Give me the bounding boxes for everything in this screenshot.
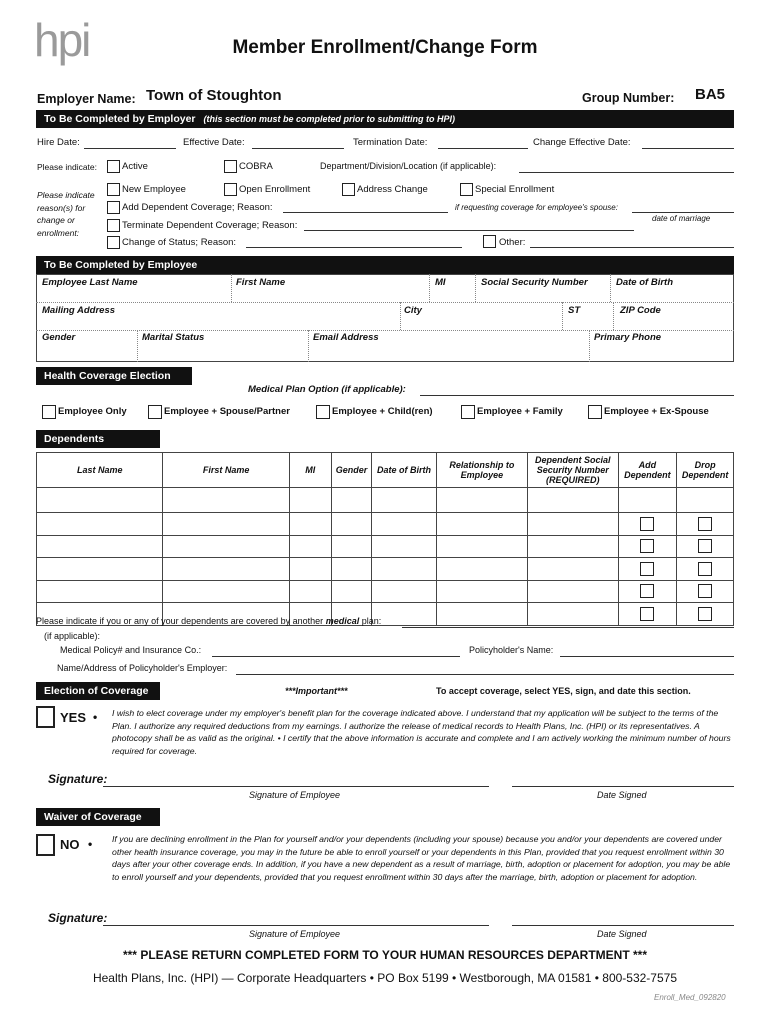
employer-section-bar: To Be Completed by Employer (this section must be completed prior to submitting to HPI) xyxy=(36,110,734,128)
spouse-note: if requesting coverage for employee's spouse: xyxy=(455,203,618,212)
ssn-field[interactable]: Social Security Number xyxy=(481,277,588,288)
waiver-text: If you are declining enrollment in the Plan for yourself and/or your dependents (including your spouse) because you and/or your dependents are covered under other health insurance coverage, you may in the future be able to enroll yourself or your dependents in this Plan, provided that you request enrollment within 30 days after your other coverage ends. In addition, if you have a new dependent as a result of marriage, birth, adoption or placement for adoption, you may be able to enroll yourself and your dependents, provided that you request enrollment within 30 days after the marriage, birth, adoption or placement for adoption. xyxy=(112,834,731,882)
department-field[interactable] xyxy=(519,172,734,173)
grid-divider xyxy=(610,274,611,302)
dependent-cell[interactable] xyxy=(528,513,618,536)
col-last-name: Last Name xyxy=(37,453,163,488)
policyholder-employer-field[interactable] xyxy=(236,674,734,675)
department-label: Department/Division/Location (if applicable): xyxy=(320,161,497,171)
mailing-address-field[interactable]: Mailing Address xyxy=(42,305,116,316)
dependent-cell[interactable] xyxy=(436,535,527,558)
dependent-cell[interactable] xyxy=(436,580,527,603)
dependent-cell[interactable] xyxy=(289,488,331,513)
cobra-checkbox[interactable] xyxy=(224,160,237,173)
col-add-dependent: Add Dependent xyxy=(618,453,677,488)
drop-dependent-checkbox[interactable] xyxy=(698,517,712,531)
election-text: I wish to elect coverage under my employer's benefit plan for the coverage indicated above. I understand that my application will be subject to the terms of the Plan. I authorize any required deductions from my earnings. I authorize the release of medical records to Health Plans, Inc. (HPI) or its representatives. A photocopy shall be as valid as the original. • I certify that the above information is accurate and complete and I am actively working the minimum number of hours required for coverage. xyxy=(112,708,731,756)
dependent-cell[interactable] xyxy=(289,580,331,603)
waiver-sig-caption: Signature of Employee xyxy=(249,929,341,939)
dependent-cell[interactable] xyxy=(677,580,734,603)
dependent-cell[interactable] xyxy=(528,580,618,603)
terminate-dependent-label: Terminate Dependent Coverage; Reason: xyxy=(122,220,298,231)
policy-field[interactable] xyxy=(212,656,460,657)
mi-field[interactable]: MI xyxy=(435,277,446,288)
col-first-name: First Name xyxy=(163,453,289,488)
dependent-cell[interactable] xyxy=(289,558,331,581)
medical-plan-field[interactable] xyxy=(420,395,734,396)
effective-date-label: Effective Date: xyxy=(183,137,245,148)
active-checkbox[interactable] xyxy=(107,160,120,173)
cobra-label: COBRA xyxy=(239,161,273,172)
open-enrollment-label: Open Enrollment xyxy=(239,184,311,195)
add-dependent-checkbox[interactable] xyxy=(640,584,654,598)
dependent-cell[interactable] xyxy=(677,603,734,626)
effective-date-field[interactable] xyxy=(252,148,344,149)
dependent-cell[interactable] xyxy=(677,513,734,536)
no-checkbox[interactable] xyxy=(36,834,55,856)
dependents-bar: Dependents xyxy=(36,430,160,448)
grid-divider xyxy=(589,330,590,362)
grid-divider xyxy=(475,274,476,302)
change-status-label: Change of Status; Reason: xyxy=(122,237,237,248)
grid-divider xyxy=(562,302,563,330)
dependent-cell[interactable] xyxy=(289,535,331,558)
dependent-cell[interactable] xyxy=(331,558,372,581)
employer-name-label: Employer Name: xyxy=(37,92,136,106)
employee-family-label: Employee + Family xyxy=(477,406,563,417)
grid-divider xyxy=(308,330,309,362)
col-dob: Date of Birth xyxy=(372,453,436,488)
change-effective-date-field[interactable] xyxy=(642,148,734,149)
if-applicable-label: (if applicable): xyxy=(44,631,101,641)
dependent-cell[interactable] xyxy=(436,558,527,581)
grid-divider xyxy=(231,274,232,302)
address-change-checkbox[interactable] xyxy=(342,183,355,196)
drop-dependent-checkbox[interactable] xyxy=(698,539,712,553)
dob-field[interactable]: Date of Birth xyxy=(616,277,673,288)
employee-section-bar: To Be Completed by Employee xyxy=(36,256,734,274)
footer-address: Health Plans, Inc. (HPI) — Corporate Headquarters • PO Box 5199 • Westborough, MA 01581 • 800-532-7575 xyxy=(92,971,678,985)
election-date-field[interactable] xyxy=(512,786,734,787)
open-enrollment-checkbox[interactable] xyxy=(224,183,237,196)
dependent-cell[interactable] xyxy=(372,603,436,626)
dependent-cell[interactable] xyxy=(37,580,163,603)
hire-date-label: Hire Date: xyxy=(37,137,80,148)
yes-label: YES xyxy=(60,710,87,725)
grid-divider xyxy=(36,302,734,303)
dependent-cell[interactable] xyxy=(163,488,289,513)
employee-last-name-field[interactable]: Employee Last Name xyxy=(42,277,138,288)
dependent-cell[interactable] xyxy=(372,580,436,603)
dependent-cell[interactable] xyxy=(331,535,372,558)
dependent-cell[interactable] xyxy=(436,513,527,536)
grid-divider xyxy=(429,274,430,302)
other-label: Other: xyxy=(499,237,526,248)
election-date-caption: Date Signed xyxy=(597,790,647,800)
medical-plan-label: Medical Plan Option (if applicable): xyxy=(248,384,406,395)
election-sig-caption: Signature of Employee xyxy=(249,790,341,800)
add-dependent-checkbox[interactable] xyxy=(640,562,654,576)
first-name-field[interactable]: First Name xyxy=(236,277,286,288)
add-dependent-label: Add Dependent Coverage; Reason: xyxy=(122,202,273,213)
dependent-cell[interactable] xyxy=(618,603,677,626)
drop-dependent-checkbox[interactable] xyxy=(698,607,712,621)
change-status-checkbox[interactable] xyxy=(107,236,120,249)
dependent-row xyxy=(37,535,734,558)
health-coverage-bar: Health Coverage Election xyxy=(36,367,192,385)
email-field[interactable]: Email Address xyxy=(313,332,379,343)
dependent-cell[interactable] xyxy=(163,558,289,581)
dependent-cell[interactable] xyxy=(436,488,527,513)
dependent-cell[interactable] xyxy=(618,513,677,536)
please-indicate-label: Please indicate: xyxy=(37,162,98,172)
termination-date-label: Termination Date: xyxy=(353,137,428,148)
employee-ex-spouse-checkbox[interactable] xyxy=(588,405,602,419)
employee-children-checkbox[interactable] xyxy=(316,405,330,419)
waiver-bar: Waiver of Coverage xyxy=(36,808,160,826)
dependent-cell[interactable] xyxy=(618,488,677,513)
policyholder-label: Policyholder's Name: xyxy=(469,645,554,655)
change-status-reason-field[interactable] xyxy=(246,247,462,248)
svg-text:hpi: hpi xyxy=(34,14,90,66)
col-dependent-ssn: Dependent Social Security Number (REQUIRED) xyxy=(528,453,618,488)
policyholder-field[interactable] xyxy=(560,656,734,657)
termination-date-field[interactable] xyxy=(438,148,528,149)
group-number-label: Group Number: xyxy=(582,91,675,105)
new-employee-checkbox[interactable] xyxy=(107,183,120,196)
state-field[interactable]: ST xyxy=(568,305,581,316)
col-drop-dependent: Drop Dependent xyxy=(677,453,734,488)
hire-date-field[interactable] xyxy=(84,148,176,149)
dependent-cell[interactable] xyxy=(372,535,436,558)
dependent-cell[interactable] xyxy=(372,513,436,536)
dependent-cell[interactable] xyxy=(331,513,372,536)
accept-instruction: To accept coverage, select YES, sign, and date this section. xyxy=(436,686,691,696)
dependent-cell[interactable] xyxy=(618,535,677,558)
no-bullet: • xyxy=(88,837,93,851)
dependents-table xyxy=(36,452,734,626)
col-gender: Gender xyxy=(331,453,372,488)
dependent-cell[interactable] xyxy=(331,488,372,513)
waiver-date-field[interactable] xyxy=(512,925,734,926)
dependent-cell[interactable] xyxy=(528,603,618,626)
reason-label: Please indicate reason(s) for change or enrollment: xyxy=(37,190,95,238)
other-checkbox[interactable] xyxy=(483,235,496,248)
waiver-signature-field[interactable] xyxy=(103,925,489,926)
other-coverage-question: Please indicate if you or any of your dependents are covered by another medical plan: xyxy=(36,616,382,626)
yes-checkbox[interactable] xyxy=(36,706,55,728)
city-field[interactable]: City xyxy=(404,305,422,316)
dependent-cell[interactable] xyxy=(528,488,618,513)
terminate-dependent-reason-field[interactable] xyxy=(304,230,634,231)
page-title: Member Enrollment/Change Form xyxy=(232,37,538,58)
employer-name-value[interactable]: Town of Stoughton xyxy=(146,87,282,104)
dependent-cell[interactable] xyxy=(37,513,163,536)
dependent-row xyxy=(37,513,734,536)
grid-divider xyxy=(400,302,401,330)
dependent-cell[interactable] xyxy=(37,535,163,558)
dependent-cell[interactable] xyxy=(163,513,289,536)
grid-divider xyxy=(137,330,138,362)
grid-divider xyxy=(36,330,734,331)
dependent-row xyxy=(37,488,734,513)
marital-status-field[interactable]: Marital Status xyxy=(142,332,205,343)
date-of-marriage-caption: date of marriage xyxy=(652,214,711,223)
dependent-cell[interactable] xyxy=(331,580,372,603)
dependent-cell[interactable] xyxy=(677,488,734,513)
employee-only-checkbox[interactable] xyxy=(42,405,56,419)
dependent-row xyxy=(37,558,734,581)
col-mi: MI xyxy=(289,453,331,488)
dependent-cell[interactable] xyxy=(436,603,527,626)
employee-spouse-label: Employee + Spouse/Partner xyxy=(164,406,290,417)
add-dependent-checkbox[interactable] xyxy=(640,517,654,531)
active-label: Active xyxy=(122,161,148,172)
address-change-label: Address Change xyxy=(357,184,428,195)
dependent-row xyxy=(37,580,734,603)
grid-divider xyxy=(613,302,614,330)
waiver-signature-label: Signature: xyxy=(48,911,108,925)
change-effective-date-label: Change Effective Date: xyxy=(533,137,631,148)
new-employee-label: New Employee xyxy=(122,184,186,195)
dependent-cell[interactable] xyxy=(37,558,163,581)
important-note: ***Important*** xyxy=(285,686,348,696)
employee-spouse-checkbox[interactable] xyxy=(148,405,162,419)
employee-ex-spouse-label: Employee + Ex-Spouse xyxy=(604,406,709,417)
policy-label: Medical Policy# and Insurance Co.: xyxy=(60,645,202,655)
dependent-cell[interactable] xyxy=(677,535,734,558)
zip-field[interactable]: ZIP Code xyxy=(620,305,661,316)
special-enrollment-checkbox[interactable] xyxy=(460,183,473,196)
employee-only-label: Employee Only xyxy=(58,406,127,417)
election-signature-field[interactable] xyxy=(103,786,489,787)
election-bar: Election of Coverage xyxy=(36,682,160,700)
drop-dependent-checkbox[interactable] xyxy=(698,562,712,576)
dependent-cell[interactable] xyxy=(37,488,163,513)
group-number-value[interactable]: BA5 xyxy=(695,86,726,103)
date-of-marriage-field[interactable] xyxy=(632,212,734,213)
add-dependent-checkbox[interactable] xyxy=(640,607,654,621)
special-enrollment-label: Special Enrollment xyxy=(475,184,555,195)
dependent-cell[interactable] xyxy=(163,535,289,558)
policyholder-employer-label: Name/Address of Policyholder's Employer: xyxy=(57,663,228,673)
dependent-cell[interactable] xyxy=(528,558,618,581)
dependent-cell[interactable] xyxy=(289,513,331,536)
dependent-cell[interactable] xyxy=(528,535,618,558)
other-field[interactable] xyxy=(530,247,734,248)
primary-phone-field[interactable]: Primary Phone xyxy=(594,332,662,343)
waiver-date-caption: Date Signed xyxy=(597,929,647,939)
dependent-cell[interactable] xyxy=(677,558,734,581)
terminate-dependent-checkbox[interactable] xyxy=(107,219,120,232)
drop-dependent-checkbox[interactable] xyxy=(698,584,712,598)
dependent-cell[interactable] xyxy=(163,580,289,603)
gender-field[interactable]: Gender xyxy=(42,332,76,343)
dependent-cell[interactable] xyxy=(618,580,677,603)
add-dependent-checkbox[interactable] xyxy=(107,201,120,214)
dependent-cell[interactable] xyxy=(372,558,436,581)
col-relationship: Relationship to Employee xyxy=(436,453,527,488)
form-id: Enroll_Med_092820 xyxy=(654,993,726,1002)
no-label: NO xyxy=(60,837,80,852)
add-dependent-checkbox[interactable] xyxy=(640,539,654,553)
yes-bullet: • xyxy=(93,710,98,724)
other-coverage-field[interactable] xyxy=(402,627,734,628)
dependent-cell[interactable] xyxy=(372,488,436,513)
return-note: *** PLEASE RETURN COMPLETED FORM TO YOUR HUMAN RESOURCES DEPARTMENT *** xyxy=(122,948,648,962)
election-signature-label: Signature: xyxy=(48,772,108,786)
add-dependent-reason-field[interactable] xyxy=(283,212,448,213)
dependent-cell[interactable] xyxy=(618,558,677,581)
employee-children-label: Employee + Child(ren) xyxy=(332,406,433,417)
employee-family-checkbox[interactable] xyxy=(461,405,475,419)
